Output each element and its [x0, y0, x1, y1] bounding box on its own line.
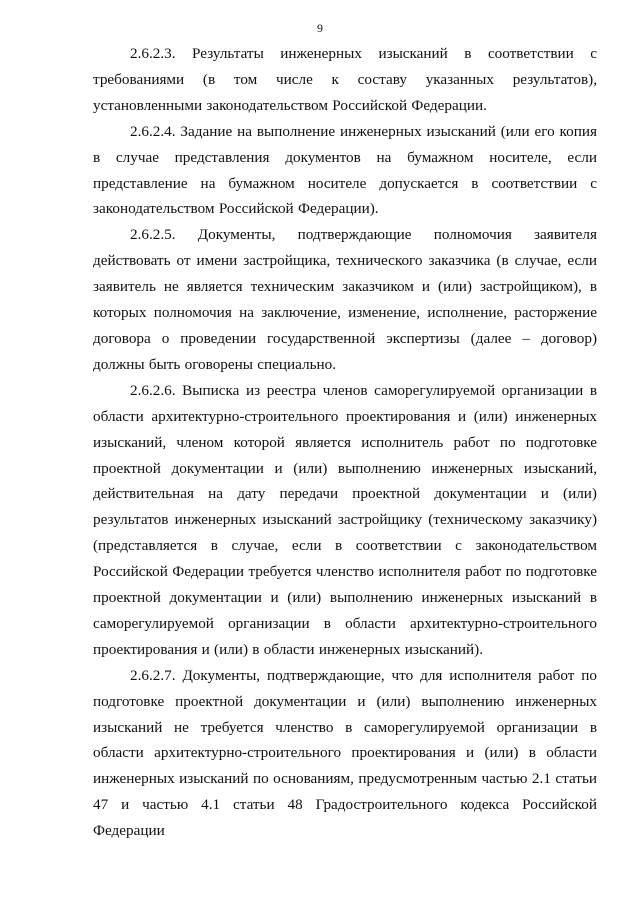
page-number: 9 — [317, 21, 323, 35]
paragraph-2-6-2-3: 2.6.2.3. Результаты инженерных изысканий в соответствии с требованиями (в том числе к составу указанных результатов), установленными законодательством Российской Федерации. — [93, 45, 597, 114]
paragraph-2-6-2-7: 2.6.2.7. Документы, подтверждающие, что для исполнителя работ по подготовке проектной документации и (или) выполнению инженерных изысканий не требуется членство в саморегулируемой организации в области архитектурно-строительного проектирования и (или) в области инженерных изысканий по основаниям, предусмотренным частью 2.1 статьи 47 и частью 4.1 статьи 48 Градостроительного кодекса Российской Федерации — [93, 666, 597, 840]
paragraph-2-6-2-6: 2.6.2.6. Выписка из реестра членов саморегулируемой организации в области архитектурно-строительного проектирования и (или) инженерных изысканий, членом которой является исполнитель работ по подготовке проектной документации и (или) выполнению инженерных изысканий, действительная на дату передачи проектной документации и (или) результатов инженерных изысканий застройщику (техническому заказчику) (представляется в случае, если в соответствии с законодательством Российской Федерации требуется членство исполнителя работ по подготовке проектной документации и (или) выполнению инженерных изысканий в саморегулируемой организации в области архитектурно-строительного проектирования и (или) в области инженерных изысканий). — [93, 381, 597, 658]
paragraph-2-6-2-4: 2.6.2.4. Задание на выполнение инженерных изысканий (или его копия в случае представления документов на бумажном носителе, если представление на бумажном носителе допускается в соответствии с законодательством Российской Федерации). — [93, 122, 597, 218]
document-body — [93, 41, 597, 844]
paragraph-2-6-2-5: 2.6.2.5. Документы, подтверждающие полномочия заявителя действовать от имени застройщика, технического заказчика (в случае, если заявитель не является техническим заказчиком и (или) застройщиком), в которых полномочия на заключение, изменение, исполнение, расторжение договора о проведении государственной экспертизы (далее – договор) должны быть оговорены специально. — [93, 226, 597, 373]
